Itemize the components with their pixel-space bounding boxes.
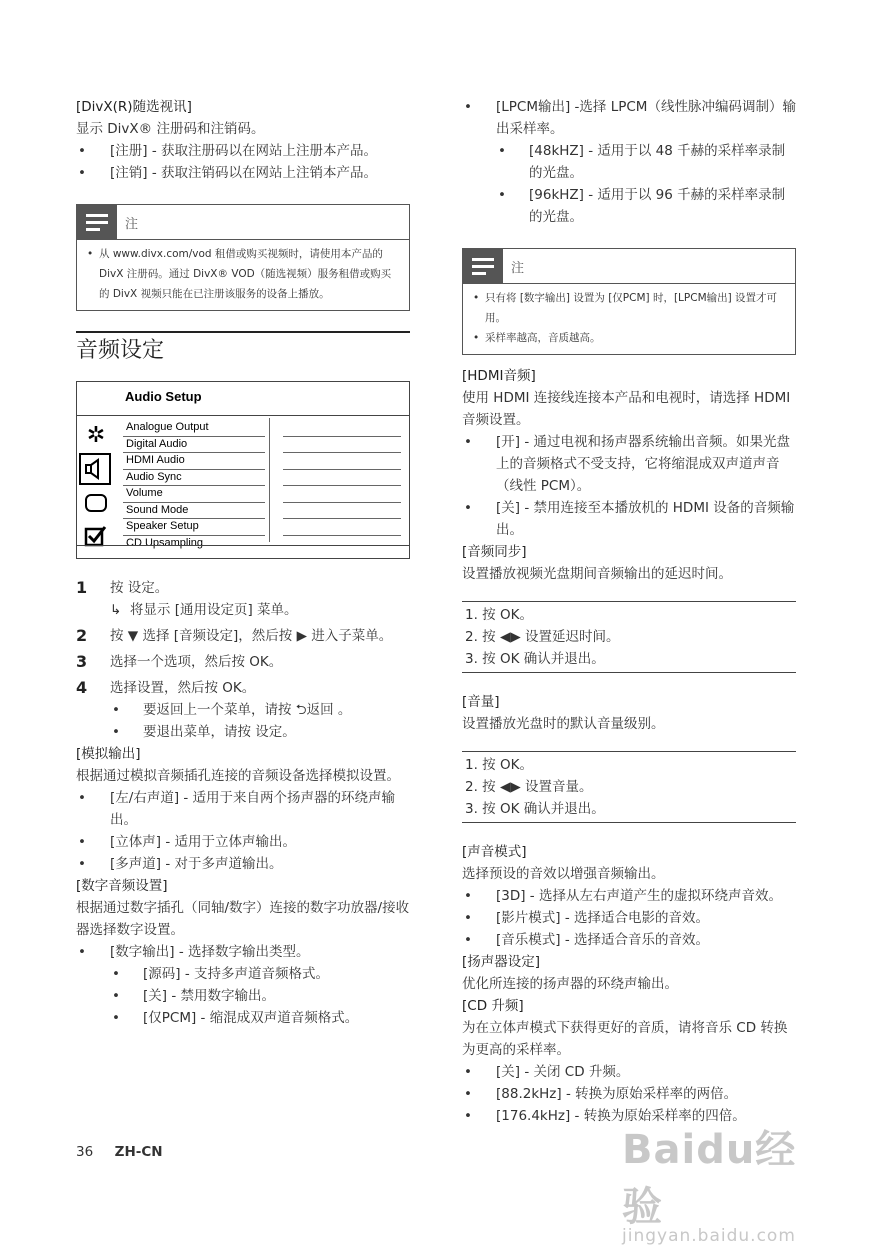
menu-item[interactable]: Audio Sync (123, 470, 265, 487)
analog-item: • [左/右声道] - 适用于来自两个扬声器的环绕声输出。 (76, 787, 410, 831)
note-icon (77, 205, 117, 239)
page-footer (76, 1144, 163, 1160)
section-title: 音频设定 (76, 331, 410, 367)
menu-item[interactable]: CD Upsampling (126, 536, 204, 549)
sound-item: • [音乐模式] - 选择适合音乐的音效。 (462, 929, 796, 951)
analog-desc: 根据通过模拟音频插孔连接的音频设备选择模拟设置。 (76, 768, 400, 784)
volume-step: 3. 按 OK 确认并退出。 (465, 801, 605, 817)
menu-title: Audio Setup (125, 389, 202, 404)
sync-step: 1. 按 OK。 (465, 607, 533, 623)
note-box (462, 248, 796, 355)
speaker-icon (79, 453, 111, 485)
lpcm-sub: • [96kHZ] - 适用于以 96 千赫的采样率录制的光盘。 (462, 184, 796, 228)
hdmi-desc: 使用 HDMI 连接线连接本产品和电视时，请选择 HDMI 音频设置。 (462, 390, 791, 428)
cd-desc: 为在立体声模式下获得更好的音质，请将音乐 CD 转换为更高的采样率。 (462, 1020, 788, 1058)
menu-item[interactable]: HDMI Audio (123, 453, 265, 470)
audio-setup-menu (76, 381, 410, 559)
volume-step: 1. 按 OK。 (465, 757, 533, 773)
cd-title: [CD 升频] (462, 998, 524, 1014)
digital-sub: • [源码] - 支持多声道音频格式。 (76, 963, 410, 985)
right-column (462, 96, 796, 1127)
digital-desc: 根据通过数字插孔（同轴/数字）连接的数字功放器/接收器选择数字设置。 (76, 900, 410, 938)
volume-desc: 设置播放光盘时的默认音量级别。 (462, 716, 665, 732)
page-number: 36 (76, 1144, 94, 1160)
volume-steps (462, 751, 796, 823)
volume-step: 2. 按 ◀▶ 设置音量。 (465, 779, 593, 795)
hdmi-item: • [关] - 禁用连接至本播放机的 HDMI 设备的音频输出。 (462, 497, 796, 541)
step-bullet: • 要退出菜单，请按 设定。 (76, 721, 410, 743)
divx-desc: 显示 DivX® 注册码和注销码。 (76, 121, 265, 137)
sync-step: 3. 按 OK 确认并退出。 (465, 651, 605, 667)
sound-item: • [3D] - 选择从左右声道产生的虚拟环绕声音效。 (462, 885, 796, 907)
digital-item: • [数字输出] - 选择数字输出类型。 (76, 941, 410, 963)
analog-title: [模拟输出] (76, 746, 141, 762)
step-result: ↳ 将显示 [通用设定页] 菜单。 (110, 602, 298, 618)
cd-item: • [88.2kHz] - 转换为原始采样率的两倍。 (462, 1083, 796, 1105)
analog-item: • [多声道] - 对于多声道输出。 (76, 853, 410, 875)
note-header (77, 205, 409, 239)
watermark-url: jingyan.baidu.com (622, 1226, 796, 1246)
menu-item[interactable]: Sound Mode (123, 503, 265, 520)
digital-sub: • [仅PCM] - 缩混成双声道音频格式。 (76, 1007, 410, 1029)
note-icon (463, 249, 503, 283)
step: 2 按 ▼ 选择 [音频设定]，然后按 ▶ 进入子菜单。 (76, 626, 393, 645)
menu-item[interactable]: Analogue Output (123, 420, 265, 437)
note-text: • 采样率越高，音质越高。 (473, 328, 785, 348)
checkbox-icon (79, 521, 113, 551)
sync-desc: 设置播放视频光盘期间音频输出的延迟时间。 (462, 566, 732, 582)
menu-items (123, 420, 265, 551)
divx-item: • [注册] - 获取注册码以在网站上注册本产品。 (76, 140, 410, 162)
note-text: • 只有将 [数字输出] 设置为 [仅PCM] 时，[LPCM输出] 设置才可用。 (473, 288, 785, 328)
note-box (76, 204, 410, 311)
left-column (76, 96, 410, 1029)
note-header (463, 249, 795, 283)
step-bullet: • 要返回上一个菜单，请按 ⮌返回 。 (76, 699, 410, 721)
note-body (77, 239, 409, 310)
lpcm-sub: • [48kHZ] - 适用于以 48 千赫的采样率录制的光盘。 (462, 140, 796, 184)
sound-desc: 选择预设的音效以增强音频输出。 (462, 866, 665, 882)
analog-item: • [立体声] - 适用于立体声输出。 (76, 831, 410, 853)
step: 4 选择设置，然后按 OK。 (76, 678, 256, 697)
digital-title: [数字音频设置] (76, 878, 168, 894)
cd-item: • [关] - 关闭 CD 升频。 (462, 1061, 796, 1083)
hdmi-title: [HDMI音频] (462, 368, 536, 384)
step: 1 按 设定。 (76, 578, 169, 597)
divx-item: • [注销] - 获取注销码以在网站上注销本产品。 (76, 162, 410, 184)
watermark-logo: Baidu经验 (622, 1127, 797, 1230)
hdmi-item: • [开] - 通过电视和扬声器系统输出音频。如果光盘上的音频格式不受支持，它将缩混成双声道声音（线性 PCM）。 (462, 431, 796, 497)
divx-title: [DivX(R)随选视讯] (76, 99, 192, 115)
menu-item[interactable]: Digital Audio (123, 437, 265, 454)
speaker-title: [扬声器设定] (462, 954, 541, 970)
step: 3 选择一个选项，然后按 OK。 (76, 652, 283, 671)
menu-icons (77, 420, 115, 554)
screen-icon (79, 488, 113, 518)
speaker-desc: 优化所连接的扬声器的环绕声输出。 (462, 976, 678, 992)
note-label: 注 (125, 217, 139, 232)
lpcm-item: • [LPCM输出] -选择 LPCM（线性脉冲编码调制）输出采样率。 (462, 96, 796, 140)
cd-item: • [176.4kHz] - 转换为原始采样率的四倍。 (462, 1105, 796, 1127)
sound-item: • [影片模式] - 选择适合电影的音效。 (462, 907, 796, 929)
gear-icon: ✲ (86, 422, 106, 447)
note-text: • 从 www.divx.com/vod 租借或购买视频时，请使用本产品的 DivX 注册码。通过 DivX® VOD（随选视频）服务租借或购买的 DivX 视频只能在已注册该服务的设备上播放。 (87, 244, 399, 304)
digital-sub: • [关] - 禁用数字输出。 (76, 985, 410, 1007)
sync-steps (462, 601, 796, 673)
menu-item[interactable]: Speaker Setup (123, 519, 265, 536)
menu-values (283, 420, 401, 536)
watermark (622, 1118, 832, 1246)
sync-step: 2. 按 ◀▶ 设置延迟时间。 (465, 629, 620, 645)
note-label: 注 (511, 261, 525, 276)
menu-item[interactable]: Volume (123, 486, 265, 503)
sync-title: [音频同步] (462, 544, 527, 560)
language-code: ZH-CN (114, 1144, 163, 1160)
note-body (463, 283, 795, 354)
sound-title: [声音模式] (462, 844, 527, 860)
volume-title: [音量] (462, 694, 500, 710)
